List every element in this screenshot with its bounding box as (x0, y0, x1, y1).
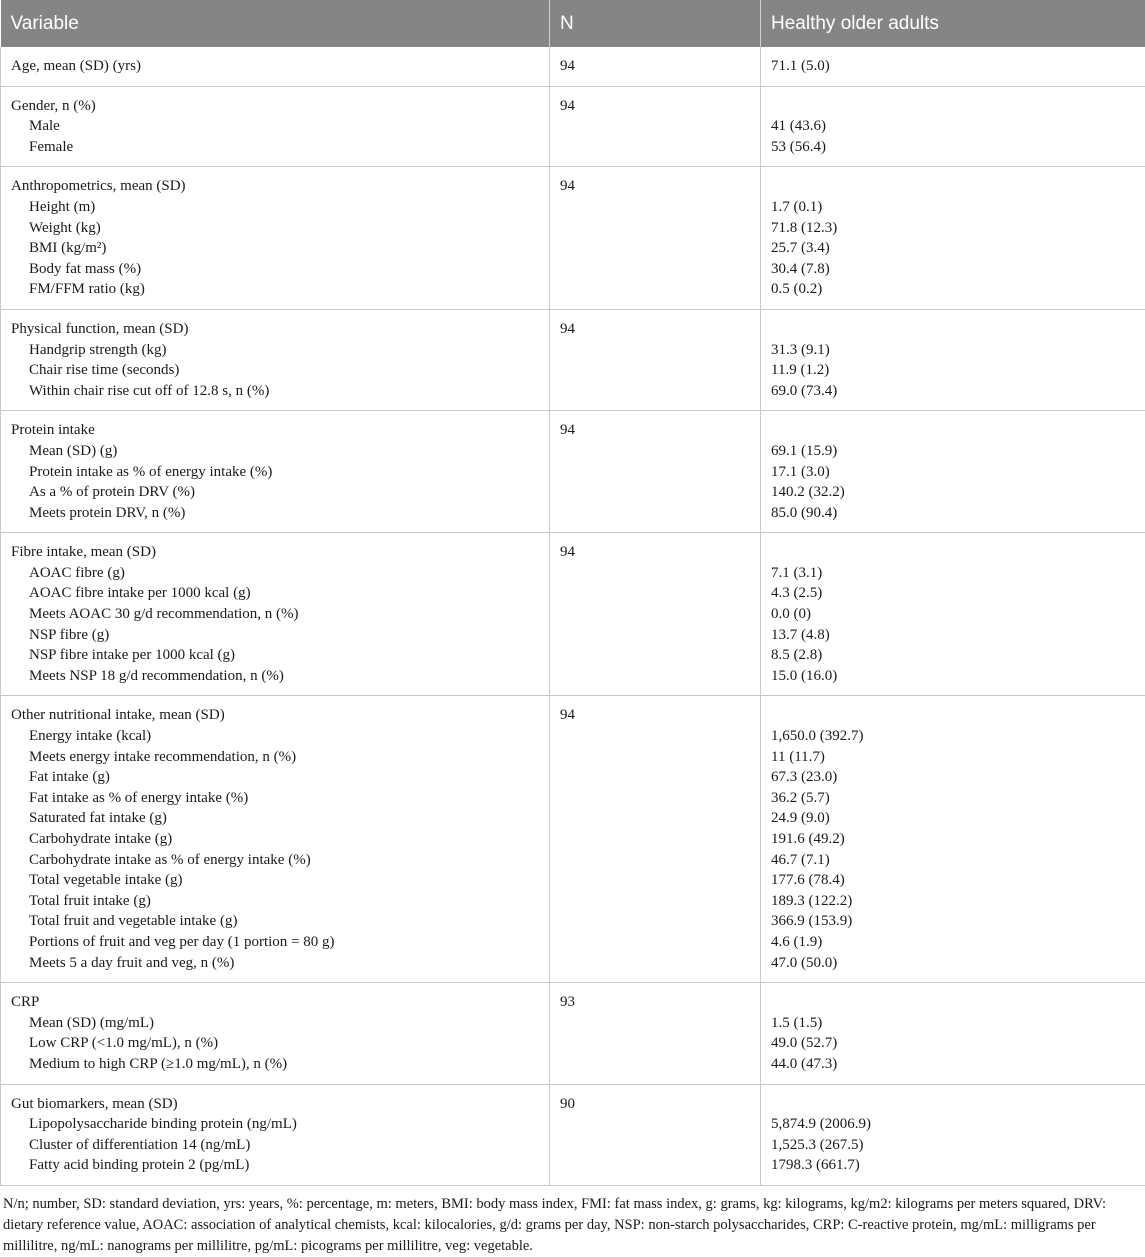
variable-cell (1, 983, 550, 1084)
row-value: 0.0 (0) (771, 604, 1135, 625)
table-row (1, 167, 1145, 310)
row-label: Meets energy intake recommendation, n (%) (11, 747, 539, 768)
row-value: 366.9 (153.9) (771, 911, 1135, 932)
group-title-value (771, 176, 1135, 197)
group-title-value (771, 96, 1135, 117)
group-title: Other nutritional intake, mean (SD) (11, 705, 539, 726)
row-value: 30.4 (7.8) (771, 259, 1135, 280)
group-n: 94 (560, 319, 750, 340)
row-label: Meets AOAC 30 g/d recommendation, n (%) (11, 604, 539, 625)
table-row (1, 1084, 1145, 1185)
row-label: NSP fibre intake per 1000 kcal (g) (11, 645, 539, 666)
row-label: Meets 5 a day fruit and veg, n (%) (11, 953, 539, 974)
group-title-value (771, 1094, 1135, 1115)
table-row (1, 86, 1145, 167)
row-value: 177.6 (78.4) (771, 870, 1135, 891)
value-cell (761, 983, 1145, 1084)
group-n: 93 (560, 992, 750, 1013)
row-value: 1,525.3 (267.5) (771, 1135, 1135, 1156)
n-cell (550, 309, 761, 410)
value-cell (761, 86, 1145, 167)
header-healthy-older-adults: Healthy older adults (761, 0, 1145, 47)
group-title-value (771, 319, 1135, 340)
row-value: 1.5 (1.5) (771, 1013, 1135, 1034)
variable-cell (1, 309, 550, 410)
variable-cell (1, 411, 550, 533)
row-label: Protein intake as % of energy intake (%) (11, 462, 539, 483)
header-variable: Variable (1, 0, 550, 47)
row-value: 41 (43.6) (771, 116, 1135, 137)
row-label: Height (m) (11, 197, 539, 218)
row-value: 31.3 (9.1) (771, 340, 1135, 361)
row-label: Total vegetable intake (g) (11, 870, 539, 891)
table-body (1, 47, 1145, 1185)
table-footnote: N/n; number, SD: standard deviation, yrs: years, %: percentage, m: meters, BMI: body mass index, FMI: fat mass index, g: grams, kg: kilograms, kg/m2: kilograms per meters squared, DRV: dietary reference value, AOAC: association of analytical chemists, kcal: kilocalories, g/d: grams per day, NSP: non-starch polysaccharides, CRP: C-reactive protein, mg/mL: milligrams per millilitre, ng/mL: nanograms per millilitre, pg/mL: picograms per millilitre, veg: vegetable. (0, 1186, 1137, 1257)
group-title: Gender, n (%) (11, 96, 539, 117)
n-cell (550, 167, 761, 310)
group-title: Age, mean (SD) (yrs) (11, 56, 539, 77)
variable-cell (1, 696, 550, 983)
row-value: 67.3 (23.0) (771, 767, 1135, 788)
table-row (1, 983, 1145, 1084)
group-title-value (771, 420, 1135, 441)
row-value: 4.6 (1.9) (771, 932, 1135, 953)
n-cell (550, 533, 761, 696)
group-title: Physical function, mean (SD) (11, 319, 539, 340)
row-value: 69.1 (15.9) (771, 441, 1135, 462)
row-label: NSP fibre (g) (11, 625, 539, 646)
group-title: CRP (11, 992, 539, 1013)
row-label: Medium to high CRP (≥1.0 mg/mL), n (%) (11, 1054, 539, 1075)
row-value: 8.5 (2.8) (771, 645, 1135, 666)
row-label: FM/FFM ratio (kg) (11, 279, 539, 300)
row-label: Handgrip strength (kg) (11, 340, 539, 361)
value-cell (761, 47, 1145, 86)
value-cell (761, 309, 1145, 410)
row-value: 46.7 (7.1) (771, 850, 1135, 871)
row-value: 36.2 (5.7) (771, 788, 1135, 809)
row-value: 17.1 (3.0) (771, 462, 1135, 483)
row-label: Female (11, 137, 539, 158)
row-value: 71.8 (12.3) (771, 218, 1135, 239)
row-value: 189.3 (122.2) (771, 891, 1135, 912)
row-value: 11 (11.7) (771, 747, 1135, 768)
row-value: 25.7 (3.4) (771, 238, 1135, 259)
row-value: 15.0 (16.0) (771, 666, 1135, 687)
header-row (1, 0, 1145, 47)
row-value: 1.7 (0.1) (771, 197, 1135, 218)
group-title-value: 71.1 (5.0) (771, 56, 1135, 77)
row-value: 53 (56.4) (771, 137, 1135, 158)
n-cell (550, 411, 761, 533)
group-n: 90 (560, 1094, 750, 1115)
group-n: 94 (560, 56, 750, 77)
group-n: 94 (560, 542, 750, 563)
row-label: Chair rise time (seconds) (11, 360, 539, 381)
group-title: Anthropometrics, mean (SD) (11, 176, 539, 197)
variable-cell (1, 167, 550, 310)
row-value: 5,874.9 (2006.9) (771, 1114, 1135, 1135)
row-value: 140.2 (32.2) (771, 482, 1135, 503)
value-cell (761, 411, 1145, 533)
group-n: 94 (560, 96, 750, 117)
row-value: 191.6 (49.2) (771, 829, 1135, 850)
table-row (1, 533, 1145, 696)
row-value: 47.0 (50.0) (771, 953, 1135, 974)
row-label: Fat intake (g) (11, 767, 539, 788)
row-value: 0.5 (0.2) (771, 279, 1135, 300)
row-label: AOAC fibre (g) (11, 563, 539, 584)
row-label: Mean (SD) (mg/mL) (11, 1013, 539, 1034)
variable-cell (1, 1084, 550, 1185)
row-label: Fatty acid binding protein 2 (pg/mL) (11, 1155, 539, 1176)
group-n: 94 (560, 705, 750, 726)
row-value: 13.7 (4.8) (771, 625, 1135, 646)
n-cell (550, 86, 761, 167)
table-row (1, 47, 1145, 86)
row-label: Lipopolysaccharide binding protein (ng/mL) (11, 1114, 539, 1135)
variable-cell (1, 47, 550, 86)
table-row (1, 696, 1145, 983)
row-label: BMI (kg/m²) (11, 238, 539, 259)
row-value: 69.0 (73.4) (771, 381, 1135, 402)
group-n: 94 (560, 176, 750, 197)
n-cell (550, 1084, 761, 1185)
table-row (1, 411, 1145, 533)
row-value: 85.0 (90.4) (771, 503, 1135, 524)
row-label: Weight (kg) (11, 218, 539, 239)
row-label: AOAC fibre intake per 1000 kcal (g) (11, 583, 539, 604)
row-value: 44.0 (47.3) (771, 1054, 1135, 1075)
group-title-value (771, 542, 1135, 563)
row-label: Male (11, 116, 539, 137)
n-cell (550, 696, 761, 983)
row-label: Body fat mass (%) (11, 259, 539, 280)
row-value: 1,650.0 (392.7) (771, 726, 1135, 747)
row-value: 7.1 (3.1) (771, 563, 1135, 584)
group-title-value (771, 705, 1135, 726)
group-title-value (771, 992, 1135, 1013)
row-value: 24.9 (9.0) (771, 808, 1135, 829)
row-value: 1798.3 (661.7) (771, 1155, 1135, 1176)
row-label: Meets NSP 18 g/d recommendation, n (%) (11, 666, 539, 687)
row-label: Saturated fat intake (g) (11, 808, 539, 829)
row-label: Cluster of differentiation 14 (ng/mL) (11, 1135, 539, 1156)
group-title: Fibre intake, mean (SD) (11, 542, 539, 563)
n-cell (550, 47, 761, 86)
row-value: 11.9 (1.2) (771, 360, 1135, 381)
group-n: 94 (560, 420, 750, 441)
value-cell (761, 533, 1145, 696)
row-label: Fat intake as % of energy intake (%) (11, 788, 539, 809)
row-label: Carbohydrate intake (g) (11, 829, 539, 850)
value-cell (761, 696, 1145, 983)
group-title: Protein intake (11, 420, 539, 441)
row-label: Low CRP (<1.0 mg/mL), n (%) (11, 1033, 539, 1054)
group-title: Gut biomarkers, mean (SD) (11, 1094, 539, 1115)
value-cell (761, 1084, 1145, 1185)
table-row (1, 309, 1145, 410)
row-label: Within chair rise cut off of 12.8 s, n (%) (11, 381, 539, 402)
header-n: N (550, 0, 761, 47)
row-label: Total fruit and vegetable intake (g) (11, 911, 539, 932)
row-label: Energy intake (kcal) (11, 726, 539, 747)
n-cell (550, 983, 761, 1084)
row-label: As a % of protein DRV (%) (11, 482, 539, 503)
variable-cell (1, 86, 550, 167)
row-value: 4.3 (2.5) (771, 583, 1135, 604)
row-label: Total fruit intake (g) (11, 891, 539, 912)
row-label: Portions of fruit and veg per day (1 portion = 80 g) (11, 932, 539, 953)
row-label: Meets protein DRV, n (%) (11, 503, 539, 524)
variable-cell (1, 533, 550, 696)
value-cell (761, 167, 1145, 310)
row-value: 49.0 (52.7) (771, 1033, 1135, 1054)
row-label: Carbohydrate intake as % of energy intake (%) (11, 850, 539, 871)
row-label: Mean (SD) (g) (11, 441, 539, 462)
